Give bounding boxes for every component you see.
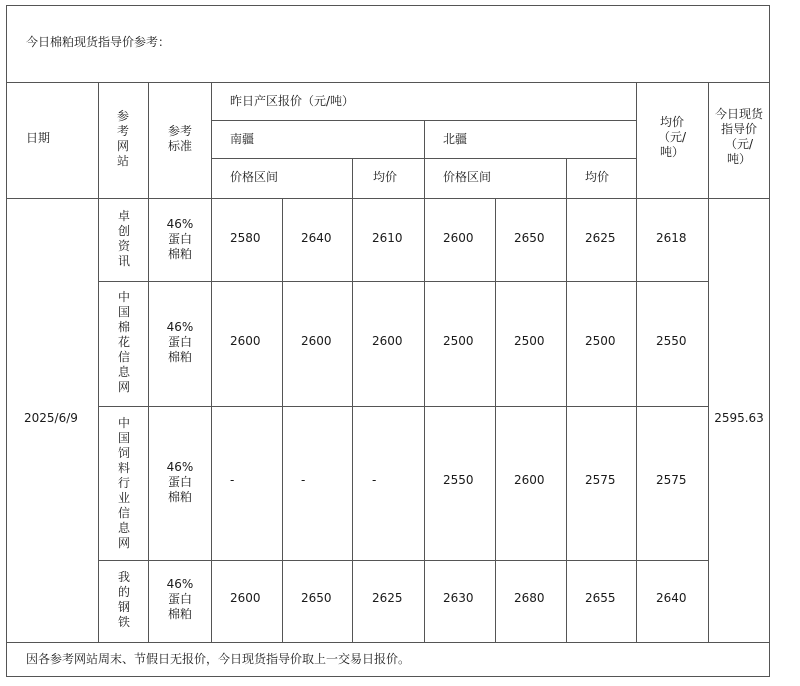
price-cell: 2550 (656, 334, 687, 348)
col-rule-s-avg (352, 158, 353, 642)
header-today: 今日现货 指导价 （元/ 吨） (714, 107, 763, 166)
site-cell: 中国棉花信息网 (117, 290, 130, 394)
price-cell: 2550 (443, 473, 474, 487)
price-cell: 2650 (514, 231, 545, 245)
col-rule-region (211, 82, 212, 642)
col-rule-s-high (282, 198, 283, 642)
standard-cell: 46% 蛋白 棉粕 (166, 460, 194, 504)
header-yesterday: 昨日产区报价（元/吨） (230, 94, 355, 108)
header-avg-south: 均价 (373, 170, 398, 184)
price-cell: 2650 (301, 591, 332, 605)
price-cell: 2575 (585, 473, 616, 487)
price-cell: 2580 (230, 231, 261, 245)
price-cell: 2500 (443, 334, 474, 348)
header-range-north: 价格区间 (443, 170, 492, 184)
price-cell: 2680 (514, 591, 545, 605)
rule-row-1 (98, 281, 708, 282)
header-south: 南疆 (230, 132, 255, 146)
today-price-cell: 2595.63 (714, 411, 764, 425)
price-cell: 2600 (230, 334, 261, 348)
header-standard: 参考标准 (167, 124, 192, 153)
price-cell: 2600 (443, 231, 474, 245)
footnote-text: 因各参考网站周末、节假日无报价，今日现货指导价取上一交易日报价。 (26, 652, 411, 666)
col-rule-today (708, 82, 709, 642)
standard-cell: 46% 蛋白 棉粕 (166, 217, 194, 261)
standard-cell: 46% 蛋白 棉粕 (166, 577, 194, 621)
site-cell: 我的钢铁 (117, 570, 130, 629)
header-site: 参考网站 (116, 109, 129, 168)
site-cell: 卓创资讯 (117, 209, 130, 268)
price-cell: 2500 (514, 334, 545, 348)
rule-intro-bottom (6, 82, 770, 83)
col-rule-avg (636, 82, 637, 642)
rule-header-bottom (6, 198, 770, 199)
price-cell: 2500 (585, 334, 616, 348)
header-avg-all: 均价 （元/ 吨） (657, 115, 687, 159)
date-cell: 2025/6/9 (24, 411, 78, 425)
price-cell: 2600 (372, 334, 403, 348)
standard-cell: 46% 蛋白 棉粕 (166, 320, 194, 364)
col-rule-standard (148, 82, 149, 642)
price-cell: 2625 (585, 231, 616, 245)
price-cell: - (230, 473, 235, 487)
price-cell: 2600 (230, 591, 261, 605)
price-cell: 2610 (372, 231, 403, 245)
col-rule-north (424, 120, 425, 642)
price-cell: 2640 (656, 591, 687, 605)
col-rule-n-high (495, 198, 496, 642)
header-date: 日期 (26, 131, 51, 145)
price-cell: - (301, 473, 306, 487)
rule-row-2 (98, 406, 708, 407)
rule-row-3 (98, 560, 708, 561)
intro-text: 今日棉粕现货指导价参考： (26, 35, 171, 49)
price-cell: 2640 (301, 231, 332, 245)
site-cell: 中国饲料行业信息网 (117, 416, 130, 550)
header-avg-north: 均价 (585, 170, 610, 184)
header-north: 北疆 (443, 132, 468, 146)
price-cell: 2655 (585, 591, 616, 605)
price-cell: - (372, 473, 377, 487)
price-cell: 2600 (301, 334, 332, 348)
price-cell: 2630 (443, 591, 474, 605)
rule-footnote-top (6, 642, 770, 643)
price-cell: 2600 (514, 473, 545, 487)
price-cell: 2618 (656, 231, 687, 245)
price-cell: 2575 (656, 473, 687, 487)
col-rule-site (98, 82, 99, 642)
header-range-south: 价格区间 (230, 170, 279, 184)
col-rule-n-avg (566, 158, 567, 642)
price-cell: 2625 (372, 591, 403, 605)
